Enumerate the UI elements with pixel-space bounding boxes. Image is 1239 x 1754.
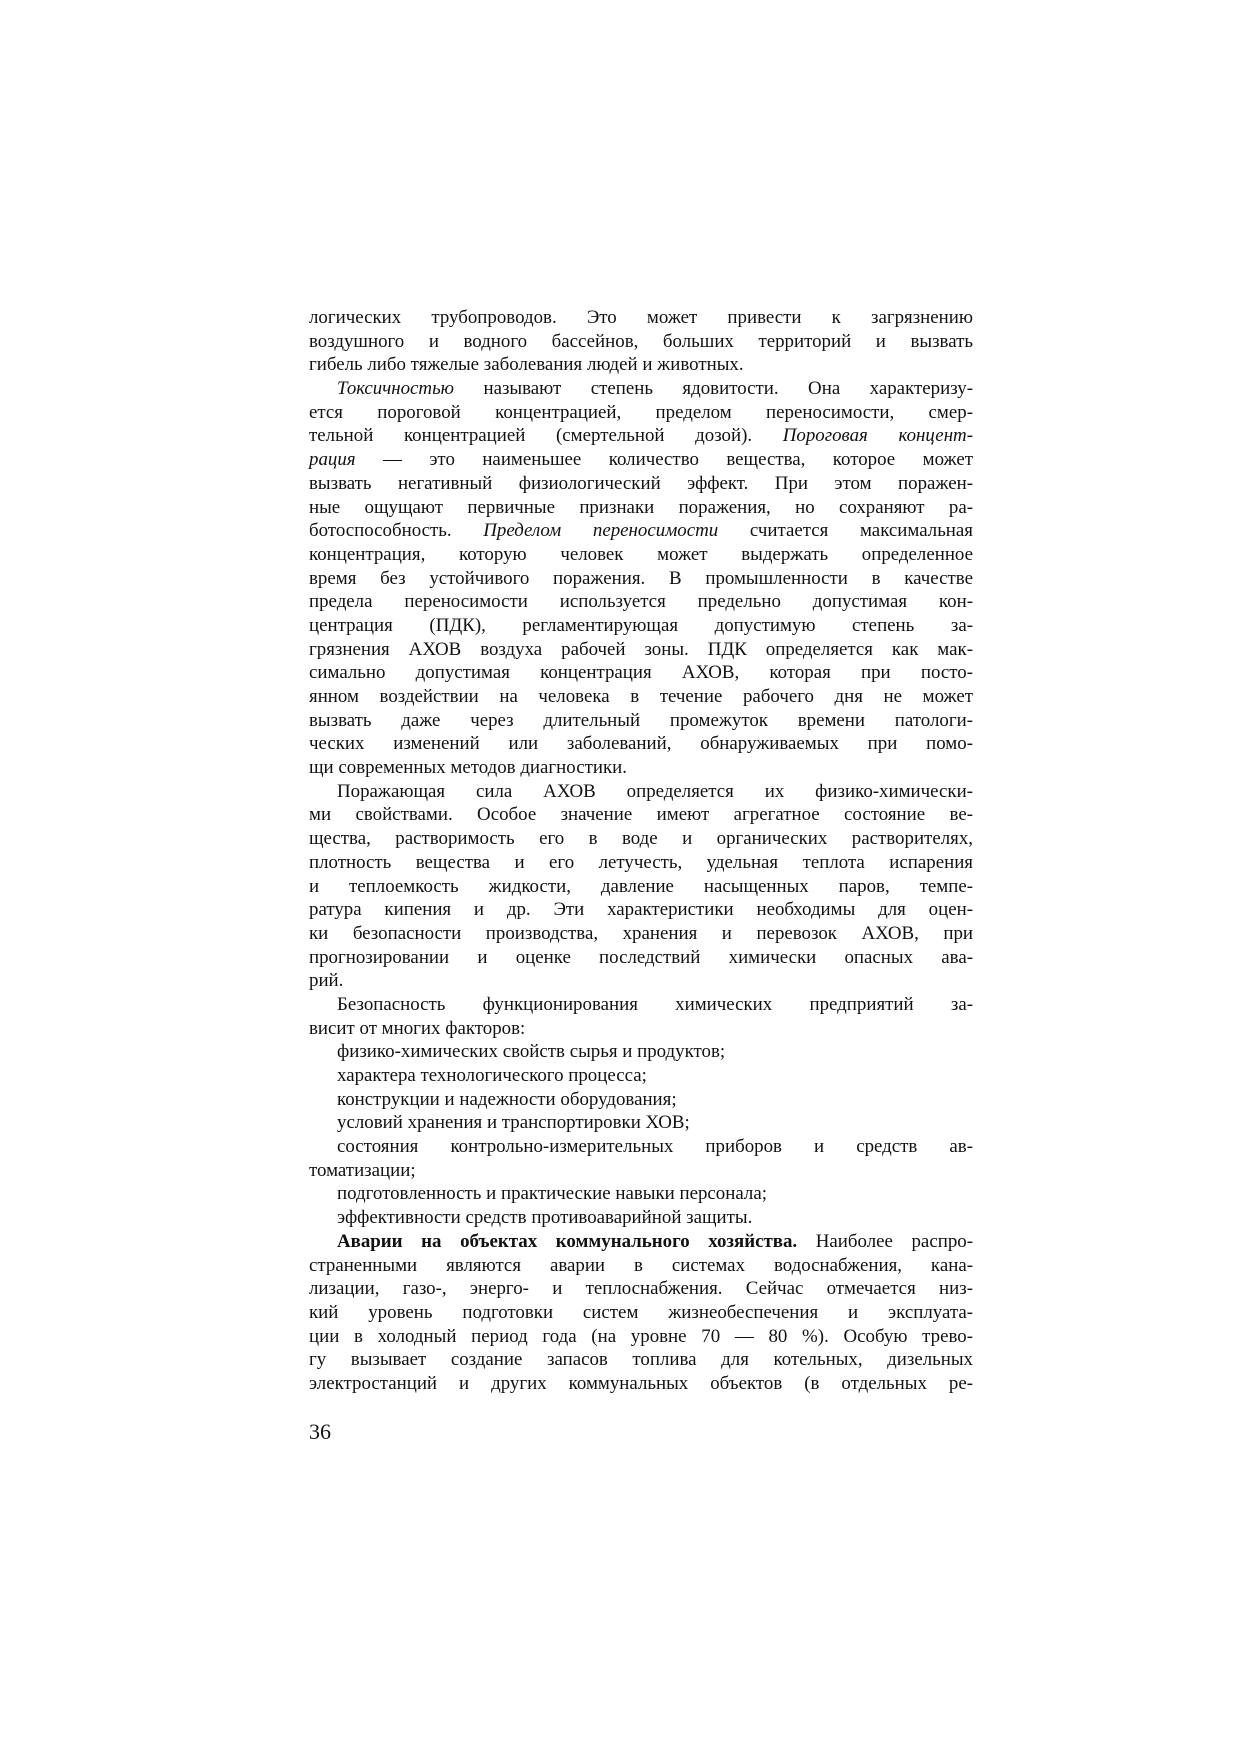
text-run: Поражающая сила АХОВ определяется их физико-химически- bbox=[337, 780, 973, 802]
text-line bbox=[309, 377, 973, 401]
text-line bbox=[309, 543, 973, 567]
text-run: рий. bbox=[309, 970, 344, 992]
text-line bbox=[309, 424, 973, 448]
text-line bbox=[309, 922, 973, 946]
text-run: Наиболее распро- bbox=[797, 1230, 973, 1252]
text-run: ные ощущают первичные признаки поражения, но сохраняют ра- bbox=[309, 496, 973, 518]
text-line bbox=[309, 709, 973, 733]
list-item-line bbox=[309, 1135, 973, 1159]
text-line bbox=[309, 851, 973, 875]
text-run: висит от многих факторов: bbox=[309, 1017, 526, 1039]
text-run: концентрация, которую человек может выдержать определенное bbox=[309, 543, 973, 565]
text-line bbox=[309, 306, 973, 330]
text-run: вызвать даже через длительный промежуток времени патологи- bbox=[309, 709, 973, 731]
text-run: прогнозировании и оценке последствий химически опасных ава- bbox=[309, 946, 973, 968]
italic-term: Пределом переносимости bbox=[483, 520, 719, 542]
text-run: вызвать негативный физиологический эффект. При этом поражен- bbox=[309, 472, 973, 494]
text-line bbox=[309, 1230, 973, 1254]
text-run: считается максимальная bbox=[718, 520, 973, 542]
text-run: кий уровень подготовки систем жизнеобеспечения и эксплуата- bbox=[309, 1301, 973, 1323]
list-item-line bbox=[309, 1206, 973, 1230]
text-line bbox=[309, 946, 973, 970]
text-line bbox=[309, 756, 973, 780]
text-run: щества, растворимость его в воде и органических растворителях, bbox=[309, 828, 973, 850]
text-line bbox=[309, 1348, 973, 1372]
text-run: логических трубопроводов. Это может привести к загрязнению bbox=[309, 307, 973, 328]
text-run: характера технологического процесса; bbox=[337, 1065, 647, 1086]
text-run: называют степень ядовитости. Она характеризу- bbox=[454, 378, 973, 400]
text-line bbox=[309, 401, 973, 425]
text-run: — это наименьшее количество вещества, которое может bbox=[355, 449, 973, 471]
text-line bbox=[309, 353, 973, 377]
text-line bbox=[309, 827, 973, 851]
text-line bbox=[309, 661, 973, 685]
text-run: грязнения АХОВ воздуха рабочей зоны. ПДК определяется как мак- bbox=[309, 638, 973, 660]
text-run: состояния контрольно-измерительных приборов и средств ав- bbox=[337, 1136, 973, 1158]
text-run: электростанций и других коммунальных объектов (в отдельных ре- bbox=[309, 1372, 973, 1394]
text-run: и теплоемкость жидкости, давление насыщенных паров, темпе- bbox=[309, 875, 973, 897]
list-item-line bbox=[309, 1064, 973, 1088]
text-run: тельной концентрацией (смертельной дозой). bbox=[309, 425, 783, 447]
list-item-line bbox=[309, 1088, 973, 1112]
text-run: плотность вещества и его летучесть, удельная теплота испарения bbox=[309, 851, 973, 873]
text-run: центрация (ПДК), регламентирующая допустимую степень за- bbox=[309, 614, 973, 636]
text-run: ции в холодный период года (на уровне 70 — 80 %). Особую трево- bbox=[309, 1325, 973, 1347]
text-run: время без устойчивого поражения. В промышленности в качестве bbox=[309, 567, 973, 589]
text-line bbox=[309, 1301, 973, 1325]
text-run: щи современных методов диагностики. bbox=[309, 757, 627, 779]
text-line bbox=[309, 590, 973, 614]
text-run: ботоспособность. bbox=[309, 520, 484, 542]
text-run: гу вызывает создание запасов топлива для котельных, дизельных bbox=[309, 1349, 973, 1371]
text-run: конструкции и надежности оборудования; bbox=[337, 1088, 677, 1110]
text-line bbox=[309, 448, 973, 472]
text-run: ческих изменений или заболеваний, обнаруживаемых при помо- bbox=[309, 733, 973, 755]
page-body bbox=[309, 306, 973, 1396]
text-run: условий хранения и транспортировки ХОВ; bbox=[337, 1112, 690, 1134]
text-line bbox=[309, 519, 973, 543]
text-line bbox=[309, 1159, 973, 1183]
text-line bbox=[309, 803, 973, 827]
text-run: гибель либо тяжелые заболевания людей и животных. bbox=[309, 354, 744, 376]
text-line bbox=[309, 875, 973, 899]
list-item-line bbox=[309, 1111, 973, 1135]
text-line bbox=[309, 638, 973, 662]
italic-term: рация bbox=[309, 449, 356, 471]
text-line bbox=[309, 993, 973, 1017]
text-line bbox=[309, 898, 973, 922]
text-run: лизации, газо-, энерго- и теплоснабжения. Сейчас отмечается низ- bbox=[309, 1278, 973, 1300]
text-run: симально допустимая концентрация АХОВ, которая при посто- bbox=[309, 662, 973, 684]
text-line bbox=[309, 1372, 973, 1396]
text-line bbox=[309, 472, 973, 496]
text-line bbox=[309, 330, 973, 354]
text-run: ки безопасности производства, хранения и перевозок АХОВ, при bbox=[309, 922, 973, 944]
text-run: ратура кипения и др. Эти характеристики необходимы для оцен- bbox=[309, 899, 973, 921]
text-line bbox=[309, 567, 973, 591]
text-run: страненными являются аварии в системах водоснабжения, кана- bbox=[309, 1254, 973, 1276]
text-line bbox=[309, 1277, 973, 1301]
text-run: эффективности средств противоаварийной защиты. bbox=[337, 1207, 753, 1229]
text-line bbox=[309, 685, 973, 709]
text-run: томатизации; bbox=[309, 1159, 416, 1181]
text-line bbox=[309, 1325, 973, 1349]
text-line bbox=[309, 969, 973, 993]
italic-term: Пороговая концент- bbox=[782, 425, 973, 447]
italic-term: Токсичностью bbox=[337, 378, 454, 400]
text-run: янном воздействии на человека в течение рабочего дня не может bbox=[309, 686, 973, 707]
text-line bbox=[309, 1017, 973, 1041]
text-run: предела переносимости используется предельно допустимая кон- bbox=[309, 591, 973, 613]
bold-heading: Аварии на объектах коммунального хозяйства. bbox=[337, 1230, 798, 1252]
page-number: 36 bbox=[309, 1419, 331, 1444]
text-run: Безопасность функционирования химических предприятий за- bbox=[337, 993, 973, 1015]
text-run: ется пороговой концентрацией, пределом переносимости, смер- bbox=[309, 401, 973, 423]
text-line bbox=[309, 732, 973, 756]
text-line bbox=[309, 1254, 973, 1278]
text-line bbox=[309, 780, 973, 804]
text-line bbox=[309, 496, 973, 520]
text-run: ми свойствами. Особое значение имеют агрегатное состояние ве- bbox=[309, 804, 973, 826]
text-run: подготовленность и практические навыки персонала; bbox=[337, 1183, 767, 1205]
text-run: воздушного и водного бассейнов, больших территорий и вызвать bbox=[309, 330, 973, 352]
list-item-line bbox=[309, 1182, 973, 1206]
text-line bbox=[309, 614, 973, 638]
list-item-line bbox=[309, 1040, 973, 1064]
text-run: физико-химических свойств сырья и продуктов; bbox=[337, 1041, 726, 1063]
